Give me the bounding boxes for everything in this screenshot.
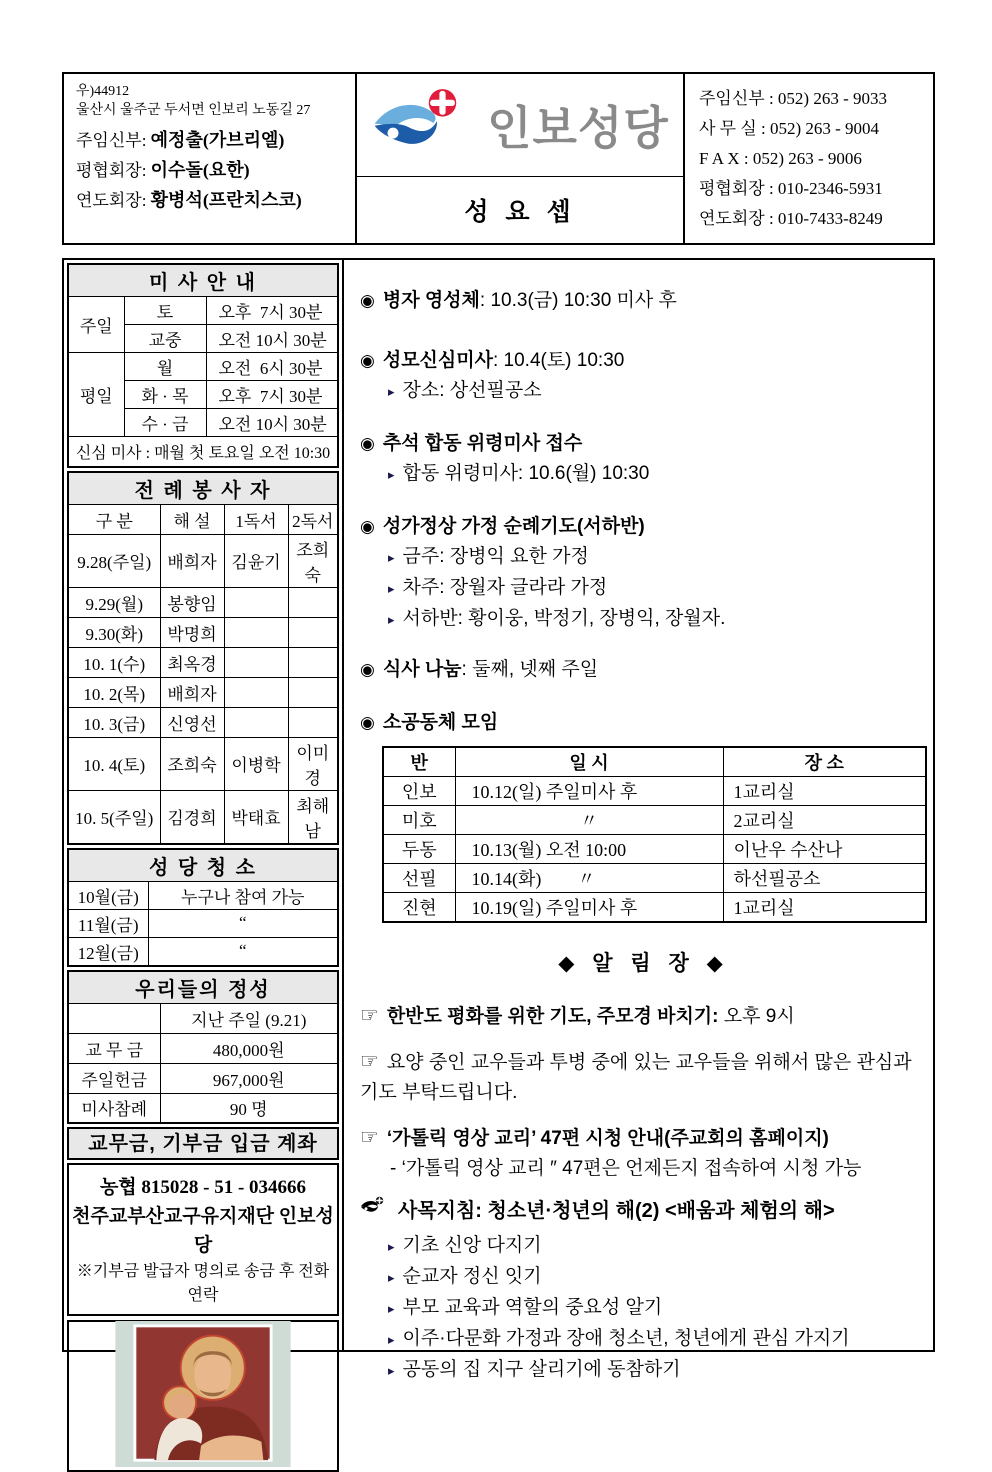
role-value: 이수돌(요한) — [150, 160, 250, 180]
table-row — [68, 297, 338, 325]
cell: 1교리실 — [723, 777, 926, 806]
cell: 90 명 — [160, 1093, 338, 1123]
account-info — [67, 1163, 339, 1316]
triangle-bullet-icon: ▸ — [388, 612, 395, 627]
cell: 김윤기 — [224, 534, 288, 587]
cell: 최옥경 — [160, 647, 224, 677]
saint-joseph-image-cell — [67, 1320, 339, 1472]
role-label: 주임신부: — [76, 131, 151, 150]
notice-title: 병자 영성체 — [382, 290, 480, 311]
triangle-bullet-icon: ▸ — [388, 1332, 395, 1347]
board-item-title: 한반도 평화를 위한 기도, 주모경 바치기: — [386, 1006, 719, 1027]
pointing-hand-icon: ☞ — [360, 1126, 379, 1149]
cell: 교중 — [124, 325, 206, 353]
cell: 10. 5(주일) — [68, 790, 160, 844]
notice-sub-text: 금주: 장병익 요한 가정 — [402, 546, 589, 567]
cell: 봉향임 — [160, 587, 224, 617]
table-row — [68, 677, 338, 707]
cell: 12월(금) — [68, 937, 148, 966]
table-row — [68, 353, 338, 381]
pastoral-item — [360, 1231, 927, 1262]
triangle-bullet-icon: ▸ — [388, 1301, 395, 1316]
left-column — [64, 260, 344, 1350]
body — [62, 258, 935, 1380]
cell: 9.30(화) — [68, 617, 160, 647]
cell: 11월(금) — [68, 909, 148, 937]
cell: 화 · 목 — [124, 381, 206, 409]
notice-title: 추석 합동 위령미사 접수 — [382, 433, 583, 454]
fisheye-bullet-icon: ◉ — [360, 351, 375, 370]
col-header: 일 시 — [455, 747, 723, 777]
liturgy-servers-table — [67, 471, 339, 845]
cell: “ — [148, 937, 338, 966]
header-contact-block — [685, 74, 933, 243]
table-row — [383, 806, 926, 835]
account-note: ※기부금 발급자 명의로 송금 후 전화 연락 — [76, 1263, 330, 1304]
contact-line: 평협회장 : 010-2346-5931 — [699, 179, 883, 198]
cell: 평일 — [68, 353, 124, 437]
triangle-bullet-icon: ▸ — [388, 1363, 395, 1378]
pastoral-item-text: 공동의 집 지구 살리기에 동참하기 — [402, 1359, 681, 1380]
cell: 2교리실 — [723, 806, 926, 835]
cell: 조희숙 — [288, 534, 338, 587]
notice-sub — [360, 604, 927, 635]
fisheye-bullet-icon: ◉ — [360, 660, 375, 679]
notice-tail: : 둘째, 넷째 주일 — [461, 659, 599, 680]
pastoral-item-text: 이주·다문화 가정과 장애 청소년, 청년에게 관심 가지기 — [402, 1328, 850, 1349]
cell: 9.28(주일) — [68, 534, 160, 587]
table-row — [68, 881, 338, 909]
cell: 오전 6시 30분 — [206, 353, 338, 381]
board-item-sub: - ‘가톨릭 영상 교리 ″ 47편은 언제든지 접속하여 시청 가능 — [390, 1158, 862, 1179]
pointing-hand-icon: ☞ — [360, 1050, 379, 1073]
cell: 최해남 — [288, 790, 338, 844]
contact-line: 사 무 실 : 052) 263 - 9004 — [699, 119, 880, 138]
table-row — [383, 864, 926, 893]
account-section-title: 교무금, 기부금 입금 계좌 — [67, 1127, 339, 1160]
table-row — [68, 437, 338, 467]
cell: 미호 — [383, 806, 455, 835]
address: 울산시 울주군 두서면 인보리 노동길 27 — [76, 103, 311, 118]
cell — [288, 707, 338, 737]
cell — [224, 587, 288, 617]
header — [62, 72, 935, 245]
cell: 주일 — [68, 297, 124, 353]
triangle-bullet-icon: ▸ — [388, 384, 395, 399]
cell — [68, 1003, 160, 1033]
col-header: 해 설 — [160, 504, 224, 534]
board-item-peace-prayer — [360, 1001, 927, 1032]
header-address-block — [64, 74, 357, 243]
table-row — [383, 777, 926, 806]
board-item-title: ‘가톨릭 영상 교리’ 47편 시청 안내(주교회의 홈페이지) — [386, 1128, 829, 1149]
col-header: 장 소 — [723, 747, 926, 777]
table-row — [68, 1063, 338, 1093]
pastoral-item — [360, 1324, 927, 1355]
cell: 10. 3(금) — [68, 707, 160, 737]
cell — [288, 647, 338, 677]
cell: 교 무 금 — [68, 1033, 160, 1063]
section-title: 성 당 청 소 — [68, 849, 338, 882]
pastoral-item-text: 기초 신앙 다지기 — [402, 1235, 542, 1256]
notice-chuseok-mass — [360, 429, 927, 490]
pastoral-item — [360, 1262, 927, 1293]
fisheye-bullet-icon: ◉ — [360, 517, 375, 536]
header-logo-block — [357, 74, 685, 243]
role-council-president — [76, 161, 345, 180]
contact-line: F A X : 052) 263 - 9006 — [699, 149, 862, 168]
section-title: 전 례 봉 사 자 — [68, 472, 338, 505]
cell: 배희자 — [160, 677, 224, 707]
account-holder: 천주교부산교구유지재단 인보성당 — [72, 1206, 334, 1256]
pointing-hand-icon: ☞ — [360, 1004, 379, 1027]
notice-holy-family-pilgrimage — [360, 512, 927, 635]
cell: 1교리실 — [723, 893, 926, 923]
notice-title: 식사 나눔 — [382, 659, 462, 680]
table-row — [68, 617, 338, 647]
role-label: 연도회장: — [76, 191, 151, 210]
table-row — [68, 937, 338, 966]
cell: 10. 2(목) — [68, 677, 160, 707]
notice-sub-text: 합동 위령미사: 10.6(월) 10:30 — [402, 463, 650, 484]
bulletin-title-row — [357, 177, 683, 243]
table-row — [68, 737, 338, 790]
bulletin-title: 성 요 셉 — [464, 198, 576, 226]
table-row — [68, 647, 338, 677]
table-row — [383, 835, 926, 864]
contact-line: 주임신부 : 052) 263 - 9033 — [699, 89, 887, 108]
church-logo-icon — [371, 86, 481, 165]
triangle-bullet-icon: ▸ — [388, 1239, 395, 1254]
right-column — [344, 260, 933, 1380]
cell — [224, 677, 288, 707]
table-row — [68, 1033, 338, 1063]
fisheye-bullet-icon: ◉ — [360, 291, 375, 310]
cell: 오후 7시 30분 — [206, 297, 338, 325]
notice-sub — [360, 376, 927, 407]
cell — [288, 587, 338, 617]
table-row — [68, 707, 338, 737]
notice-marian-mass — [360, 346, 927, 407]
table-row — [68, 1093, 338, 1123]
cell — [224, 617, 288, 647]
cell: 월 — [124, 353, 206, 381]
pastoral-guideline-title — [360, 1194, 927, 1223]
notice-tail: : 10.4(토) 10:30 — [492, 350, 625, 371]
cell: 오후 7시 30분 — [206, 381, 338, 409]
announcement-board-title: ◆ 알 림 장 ◆ — [558, 952, 729, 975]
triangle-bullet-icon: ▸ — [388, 467, 395, 482]
cell: 인보 — [383, 777, 455, 806]
col-header: 반 — [383, 747, 455, 777]
cell: 480,000원 — [160, 1033, 338, 1063]
cell: 선필 — [383, 864, 455, 893]
table-row — [68, 587, 338, 617]
cell: 10.19(일) 주일미사 후 — [455, 893, 723, 923]
cell: 967,000원 — [160, 1063, 338, 1093]
cell — [224, 707, 288, 737]
notice-title: 성가정상 가정 순례기도(서하반) — [382, 516, 645, 537]
table-row — [383, 747, 926, 777]
cell: 진현 — [383, 893, 455, 923]
section-title: 우리들의 정성 — [68, 971, 338, 1004]
table-row — [68, 504, 338, 534]
cell: 박태효 — [224, 790, 288, 844]
table-row — [68, 909, 338, 937]
table-row — [68, 1003, 338, 1033]
role-yondo-president — [76, 191, 345, 210]
role-pastor — [76, 131, 345, 150]
notice-title: 소공동체 모임 — [382, 712, 499, 733]
notice-sub-text: 서하반: 황이웅, 박정기, 장병익, 장월자. — [402, 608, 726, 629]
col-header: 2독서 — [288, 504, 338, 534]
cell: 주일헌금 — [68, 1063, 160, 1093]
col-header: 구 분 — [68, 504, 160, 534]
pastoral-item — [360, 1293, 927, 1324]
saint-joseph-icon — [114, 1321, 292, 1472]
notice-meal-sharing — [360, 655, 927, 685]
cell — [288, 677, 338, 707]
table-row — [68, 264, 338, 297]
cell: 지난 주일 (9.21) — [160, 1003, 338, 1033]
cell: 토 — [124, 297, 206, 325]
pastoral-item-text: 부모 교육과 역할의 중요성 알기 — [402, 1297, 663, 1318]
cell: 9.29(월) — [68, 587, 160, 617]
notice-small-groups — [360, 708, 927, 738]
cell: 10.12(일) 주일미사 후 — [455, 777, 723, 806]
cell: 이미경 — [288, 737, 338, 790]
table-row — [383, 893, 926, 923]
board-item-sick-prayer — [360, 1047, 927, 1108]
triangle-bullet-icon: ▸ — [388, 550, 395, 565]
fisheye-bullet-icon: ◉ — [360, 713, 375, 732]
role-value: 예정출(가브리엘) — [150, 130, 285, 150]
cell: 김경희 — [160, 790, 224, 844]
col-header: 1독서 — [224, 504, 288, 534]
triangle-bullet-icon: ▸ — [388, 581, 395, 596]
triangle-bullet-icon: ▸ — [388, 1270, 395, 1285]
cell: 이병학 — [224, 737, 288, 790]
account-number: 농협 815028 - 51 - 034666 — [99, 1177, 307, 1198]
cell: 10.14(화) 〃 — [455, 864, 723, 893]
notice-sub-text: 장소: 상선필공소 — [402, 380, 542, 401]
cell: 신영선 — [160, 707, 224, 737]
church-name: 인보성당 — [487, 102, 669, 154]
logo-row — [357, 74, 683, 177]
role-label: 평협회장: — [76, 161, 151, 180]
cell: 배희자 — [160, 534, 224, 587]
table-row — [68, 790, 338, 844]
cell: 오전 10시 30분 — [206, 409, 338, 437]
cell: 이난우 수산나 — [723, 835, 926, 864]
cell: 10월(금) — [68, 881, 148, 909]
cell: 조희숙 — [160, 737, 224, 790]
board-item-tail: 요양 중인 교우들과 투병 중에 있는 교우들을 위해서 많은 관심과 기도 부탁드립니다. — [360, 1052, 912, 1103]
pastoral-item-text: 순교자 정신 잇기 — [402, 1266, 542, 1287]
cell: 〃 — [455, 806, 723, 835]
notice-title: 성모신심미사 — [382, 350, 493, 371]
notice-sick-communion — [360, 286, 927, 316]
notice-tail: : 10.3(금) 10:30 미사 후 — [479, 290, 677, 311]
small-groups-table — [382, 746, 927, 923]
notice-sub — [360, 542, 927, 573]
pastoral-item — [360, 1355, 927, 1386]
board-item-tail: 오후 9시 — [718, 1006, 795, 1027]
section-title: 미 사 안 내 — [68, 264, 338, 297]
cell: 10. 1(수) — [68, 647, 160, 677]
cell: 10. 4(토) — [68, 737, 160, 790]
cell: 수 · 금 — [124, 409, 206, 437]
cell — [288, 617, 338, 647]
notice-sub — [360, 573, 927, 604]
cell: “ — [148, 909, 338, 937]
cell: 미사참례 — [68, 1093, 160, 1123]
diocese-logo-black-icon — [360, 1195, 390, 1223]
cell: 누구나 참여 가능 — [148, 881, 338, 909]
table-row — [68, 849, 338, 882]
board-item-catholic-video — [360, 1123, 927, 1184]
notice-sub-text: 차주: 장월자 글라라 가정 — [402, 577, 608, 598]
table-row — [68, 534, 338, 587]
cell: 10.13(월) 오전 10:00 — [455, 835, 723, 864]
contact-line: 연도회장 : 010-7433-8249 — [699, 209, 883, 228]
cell: 오전 10시 30분 — [206, 325, 338, 353]
offering-table — [67, 970, 339, 1125]
table-row — [68, 971, 338, 1004]
cell — [224, 647, 288, 677]
mass-schedule-table — [67, 263, 339, 468]
notice-sub — [360, 459, 927, 490]
cell: 신심 미사 : 매월 첫 토요일 오전 10:30 — [68, 437, 338, 467]
role-value: 황병석(프란치스코) — [150, 190, 302, 210]
fisheye-bullet-icon: ◉ — [360, 434, 375, 453]
postal-code: 우)44912 — [76, 84, 130, 99]
church-cleaning-table — [67, 848, 339, 967]
cell: 하선필공소 — [723, 864, 926, 893]
pastoral-title-text: 사목지침: 청소년·청년의 해(2) <배움과 체험의 해> — [398, 1200, 835, 1222]
table-row — [68, 472, 338, 505]
cell: 두동 — [383, 835, 455, 864]
cell: 박명희 — [160, 617, 224, 647]
